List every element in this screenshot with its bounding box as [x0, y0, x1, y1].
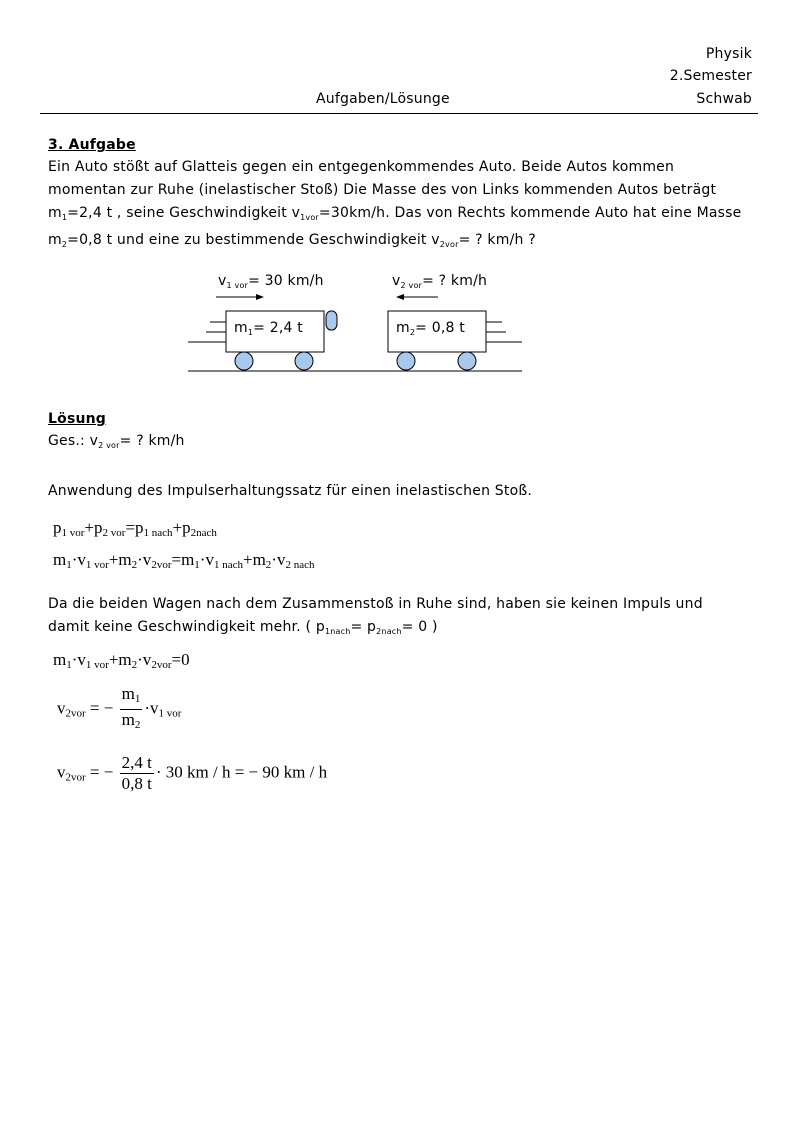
- v1-arrow-head: [256, 294, 264, 300]
- equation-v2-result: v2vor = − $\frac{2,4 t}{0,8 t}$ · 30 km / h = − 90 km / h: [57, 753, 328, 793]
- solution-given: Ges.: $v_{2 vor}=$ ? km/h: [48, 433, 185, 450]
- solution-intro: Anwendung des Impulserhaltungssatz für einen inelastischen Stoß.: [48, 483, 533, 499]
- car-1-bumper: [326, 311, 337, 330]
- equation-momentum-conservation: p1 vor+p2 vor=p1 nach+p2nach: [53, 518, 217, 539]
- car-2-wheel: [458, 352, 476, 370]
- task-line-1: Ein Auto stößt auf Glatteis gegen ein entgegenkommendes Auto. Beide Autos kommen: [48, 159, 675, 175]
- car-1-wheel: [235, 352, 253, 370]
- v1-label: $v_{1 vor}= 30$ km/h: [218, 273, 324, 290]
- collision-diagram: [180, 270, 530, 380]
- v2-arrow-head: [396, 294, 404, 300]
- car-1-wheel: [295, 352, 313, 370]
- v2-label: $v_{2 vor}=$ ? km/h: [392, 273, 488, 290]
- task-line-2: momentan zur Ruhe (inelastischer Stoß) Die Masse des von Links kommenden Autos beträgt: [48, 182, 717, 198]
- car-1-label: $m_1= 2,4$ t: [234, 320, 303, 337]
- solution-text-1: Da die beiden Wagen nach dem Zusammenstoß in Ruhe sind, haben sie keinen Impuls und: [48, 596, 703, 612]
- solution-heading: Lösung: [48, 411, 107, 427]
- car-2-wheel: [397, 352, 415, 370]
- header-title: Aufgaben/Lösunge: [316, 91, 450, 107]
- header-author: Schwab: [696, 91, 752, 107]
- header-semester: 2.Semester: [669, 68, 752, 84]
- equation-momentum-expanded: m1·v1 vor+m2·v2vor=m1·v1 nach+m2·v2 nach: [53, 550, 315, 571]
- mass-ratio-fraction: $\frac{m1}{m2}$: [121, 684, 141, 731]
- header-subject: Physik: [705, 46, 752, 62]
- header-rule: [40, 113, 758, 114]
- equation-v2-formula: v2vor = − $\frac{m1}{m2}$ ·v1 vor: [57, 684, 181, 735]
- car-2-label: $m_2= 0,8$ t: [396, 320, 465, 337]
- task-heading: 3. Aufgabe: [48, 137, 136, 153]
- task-line-3: $m_1=2,4$ t , seine Geschwindigkeit $v_{1vor}=30km/h$. Das von Rechts kommende Auto hat eine Masse: [48, 205, 742, 222]
- solution-text-2: damit keine Geschwindigkeit mehr. ( $p_{1nach}= p_{2nach}= 0$ ): [48, 619, 438, 636]
- task-line-4: $m_2=0,8$ t und eine zu bestimmende Geschwindigkeit $v_{2vor}=$ ? km/h ?: [48, 232, 536, 249]
- mass-value-fraction: $\frac{2,4 t}{0,8 t}$: [121, 753, 152, 793]
- equation-zero-momentum: m1·v1 vor+m2·v2vor=0: [53, 650, 190, 671]
